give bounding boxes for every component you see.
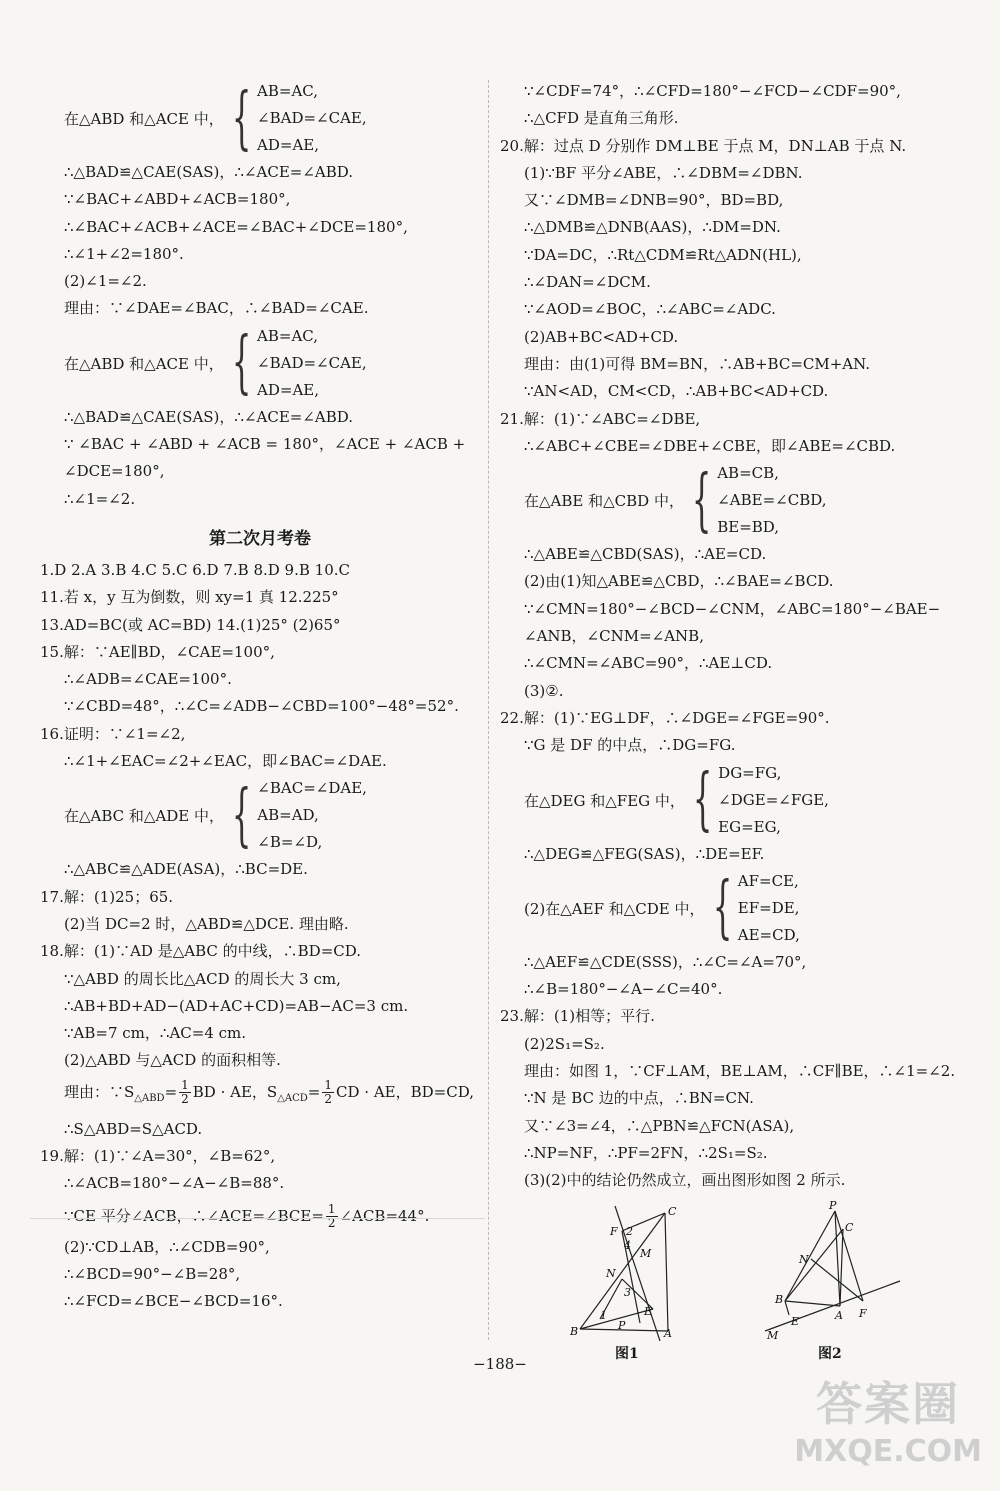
system-rows [738,868,800,949]
answer-line: (1)∵BF 平分∠ABE，∴∠DBM=∠DBN. [524,163,803,182]
answer-line: (2)AB+BC<AD+CD. [524,327,679,346]
system-label: 在△DEG 和△FEG 中， [524,791,685,810]
answer-line: ∴△AEF≌△CDE(SSS)，∴∠C=∠A=70°, [524,952,807,971]
answer-line: (2)当 DC=2 时，△ABD≌△DCE. 理由略. [64,914,349,933]
right-column [500,78,965,1361]
text-line: 理由：∵∠DAE=∠BAC，∴∠BAD=∠CAE. [64,299,369,318]
system-row: AB=AC, [257,326,318,345]
figure-1-label: N [606,1266,616,1280]
system-row: AB=CB, [717,464,779,483]
system-rows [718,760,829,841]
system-row: ∠ABE=∠CBD, [717,491,827,510]
system-row: DG=FG, [718,763,782,782]
system-rows [257,78,367,159]
answer-line: ∵∠AOD=∠BOC，∴∠ABC=∠ADC. [524,300,776,319]
answer-line: (3)(2)中的结论仍然成立，画出图形如图 2 所示. [524,1171,846,1190]
answer-line: ∴∠1+∠EAC=∠2+∠EAC，即∠BAC=∠DAE. [64,752,387,771]
answer-line: (2)△ABD 与△ACD 的面积相等. [64,1051,281,1070]
system-rows [257,775,367,856]
system-rows [717,460,826,541]
equation-system [40,323,480,404]
text-line: (2)∠1=∠2. [64,272,147,291]
figure-1-label: C [668,1204,677,1218]
text-segment: ∵CE 平分∠ACB，∴∠ACE=∠BCE= [64,1206,324,1225]
answer-line: 13.AD=BC(或 AC=BD) 14.(1)25° (2)65° [40,615,341,634]
system-label: (2)在△AEF 和△CDE 中， [524,899,705,918]
answer-line: ∴∠ADB=∠CAE=100°. [64,670,232,689]
figure-1-label: 1 [600,1308,607,1322]
answer-line: ∴∠ABC+∠CBE=∠DBE+∠CBE，即∠ABE=∠CBD. [524,436,896,455]
answer-line: ∴△ABE≌△CBD(SAS)，∴AE=CD. [524,545,767,564]
text-line: ∴∠BAC+∠ACB+∠ACE=∠BAC+∠DCE=180°, [64,217,408,236]
system-row: AB=AC, [257,82,318,100]
text-line: ∴∠1+∠2=180°. [64,244,184,263]
system-label: 在△ABD 和△ACE 中， [64,110,224,128]
figure-1-label: B [570,1324,579,1338]
system-row: EG=EG, [718,817,781,836]
figure-1-label: M [640,1246,652,1260]
section-heading: 第二次月考卷 [209,528,311,549]
answer-line: ∵N 是 BC 边的中点，∴BN=CN. [524,1089,754,1108]
figure-2-label: N [799,1252,809,1266]
fraction-numerator: 1 [181,1078,189,1093]
brace: { [231,78,252,158]
answer-line: ∠ANB，∠CNM=∠ANB, [524,627,704,646]
system-row: EF=DE, [737,898,800,917]
system-row: AD=AE, [257,380,319,399]
equation-system [500,760,965,841]
figure-1-label: E [644,1304,653,1318]
system-label: 在△ABD 和△ACE 中， [64,354,224,373]
brace: { [712,868,732,948]
fraction [179,1079,191,1106]
fraction-numerator: 1 [324,1078,333,1093]
figure-1-caption: 图1 [615,1345,639,1362]
watermark-url: MXQE.COM [794,1434,982,1469]
answer-line: ∵∠CDF=74°，∴∠CFD=180°−∠FCD−∠CDF=90°, [524,82,901,100]
answer-line-with-fraction: 理由：$\because S_{\triangle ABD}=$ $\frac{1}{2}$ BD · AE，$S_{\triangle ACD}=$ $\frac{1}{2}$ CD · AE，BD=CD, [64,1078,474,1107]
answer-line: 20.解：过点 D 分别作 DM⊥BE 于点 M，DN⊥AB 于点 N. [500,136,907,155]
brace: { [231,323,252,403]
system-row: AD=AE, [257,136,319,154]
text-line: ∵ ∠BAC + ∠ABD + ∠ACB = 180°，∠ACE + ∠ACB + [64,435,466,454]
figure-1-label: 2 [626,1224,633,1238]
figure-2-caption: 图2 [818,1345,842,1362]
answer-line: 21.解：(1)∵∠ABC=∠DBE, [500,409,701,428]
system-row: ∠BAD=∠CAE, [257,109,367,127]
figure-1-label: A [664,1326,672,1340]
answer-line: 18.解：(1)∵AD 是△ABC 的中线，∴BD=CD. [40,942,361,961]
subscript: △ABD [134,1092,165,1104]
answer-line: ∵∠CMN=180°−∠BCD−∠CNM，∠ABC=180°−∠BAE− [524,599,941,618]
text-segment: CD · AE，BD=CD, [336,1082,474,1101]
system-label: 在△ABC 和△ADE 中， [64,807,225,826]
answer-line: ∵DA=DC，∴Rt△CDM≌Rt△ADN(HL), [524,245,802,264]
fraction-denominator: 2 [327,1216,336,1231]
figure-1-diagram [560,1201,690,1341]
text-line: ∴△BAD≌△CAE(SAS)，∴∠ACE=∠ABD. [64,163,354,181]
answer-line: ∴∠FCD=∠BCE−∠BCD=16°. [64,1292,283,1311]
answer-line: ∴△DMB≌△DNB(AAS)，∴DM=DN. [524,218,781,237]
answer-line: ∵AN<AD，CM<CD，∴AB+BC<AD+CD. [524,382,829,401]
brace: { [231,775,252,855]
equation-system [40,78,480,159]
system-label: 在△ABE 和△CBD 中， [524,492,684,511]
equation-system [40,775,480,856]
equation-system [500,868,965,949]
fraction [322,1079,334,1106]
subscript: △ACD [277,1092,308,1104]
answer-line: ∴AB+BD+AD−(AD+AC+CD)=AB−AC=3 cm. [64,996,409,1015]
column-divider [488,80,489,1340]
fraction-denominator: 2 [324,1092,333,1107]
left-column [40,78,480,1316]
system-row: ∠DGE=∠FGE, [718,790,829,809]
fraction-numerator: 1 [327,1202,336,1217]
figures [500,1201,965,1361]
system-row: AF=CE, [737,871,799,890]
answer-line: ∴∠B=180°−∠A−∠C=40°. [524,980,723,999]
answer-line: ∵△ABD 的周长比△ACD 的周长大 3 cm, [64,969,341,988]
text-line: ∠DCE=180°, [64,462,165,481]
answer-line: (2)∵CD⊥AB，∴∠CDB=90°, [64,1237,270,1256]
figure-2-diagram [755,1201,905,1341]
answer-line: 22.解：(1)∵EG⊥DF，∴∠DGE=∠FGE=90°. [500,708,830,727]
equation-system [500,460,965,541]
figure-2-label: A [835,1308,843,1322]
figure-2-label: M [767,1328,779,1341]
answer-line: ∴∠ACB=180°−∠A−∠B=88°. [64,1174,285,1193]
answer-line: 19.解：(1)∵∠A=30°，∠B=62°, [40,1147,276,1166]
system-row: ∠BAD=∠CAE, [257,353,367,372]
answer-line: (2)2S₁=S₂. [524,1034,605,1053]
answer-line: 1.D 2.A 3.B 4.C 5.C 6.D 7.B 8.D 9.B 10.C [40,560,350,579]
text-segment: BD · AE，S [192,1082,278,1101]
answer-line: 17.解：(1)25；65. [40,887,174,906]
answer-line: 16.证明：∵∠1=∠2, [40,724,186,743]
answer-line: ∴△ABC≌△ADE(ASA)，∴BC=DE. [64,860,308,879]
answer-line: ∴△CFD 是直角三角形. [524,109,679,128]
fraction [326,1203,338,1230]
watermark [794,1368,982,1469]
answer-line: ∴△DEG≌△FEG(SAS)，∴DE=EF. [524,844,765,863]
answer-line: (2)由(1)知△ABE≌△CBD，∴∠BAE=∠BCD. [524,572,834,591]
fraction-denominator: 2 [181,1092,189,1107]
answer-line: 23.解：(1)相等；平行. [500,1007,655,1026]
answer-line: 又∵∠3=∠4，∴△PBN≌△FCN(ASA), [524,1116,795,1135]
figure-2-label: F [859,1306,867,1320]
answer-line: 理由：由(1)可得 BM=BN，∴AB+BC=CM+AN. [524,354,871,373]
figure-2-label: B [775,1292,784,1306]
figure-1-label: F [610,1224,618,1238]
system-row: ∠B=∠D, [257,833,323,852]
answer-line: 11.若 x，y 互为倒数，则 xy=1 真 12.225° [40,588,339,607]
answer-line: ∴NP=NF，∴PF=2FN，∴2S₁=S₂. [524,1143,768,1162]
page-number: −188− [473,1355,527,1373]
figure-2-label: E [791,1314,800,1328]
answer-line: ∵G 是 DF 的中点，∴DG=FG. [524,736,736,755]
answer-line: (3)②. [524,681,564,700]
answer-line-with-fraction [40,1198,480,1234]
brace: { [691,460,712,540]
system-row: ∠BAC=∠DAE, [257,779,367,798]
system-row: AE=CD, [737,925,800,944]
answer-line: 理由：如图 1，∵CF⊥AM，BE⊥AM，∴CF∥BE，∴∠1=∠2. [524,1062,956,1081]
watermark-title: 答案圈 [816,1377,961,1431]
system-row: AB=AD, [257,806,319,825]
answer-line: 15.解：∵AE∥BD，∠CAE=100°, [40,642,275,661]
answer-line: ∴∠CMN=∠ABC=90°，∴AE⊥CD. [524,654,773,673]
text-segment: ∠ACB=44°. [339,1206,430,1225]
answer-line: ∵∠CBD=48°，∴∠C=∠ADB−∠CBD=100°−48°=52°. [64,697,459,716]
answer-line: ∵AB=7 cm，∴AC=4 cm. [64,1024,247,1043]
answer-line: 又∵∠DMB=∠DNB=90°，BD=BD, [524,191,784,210]
figure-1-label: P [618,1318,626,1332]
answer-line: ∴S△ABD=S△ACD. [64,1119,203,1138]
answer-line: ∴∠BCD=90°−∠B=28°, [64,1264,241,1283]
text-line: ∴∠1=∠2. [64,489,136,508]
system-rows [257,323,367,404]
answer-line: ∴∠DAN=∠DCM. [524,273,651,292]
text-line: ∵∠BAC+∠ABD+∠ACB=180°, [64,190,291,209]
figure-2-label: P [829,1200,837,1212]
system-row: BE=BD, [717,518,780,537]
figure-1-label: 3 [624,1285,631,1299]
figure-1-label: 4 [624,1238,631,1252]
text-line: ∴△BAD≌△CAE(SAS)，∴∠ACE=∠ABD. [64,407,354,426]
brace: { [692,760,713,840]
figure-2-label: C [845,1220,854,1234]
text-segment: 理由：∵S [64,1082,135,1101]
text-segment: = [164,1082,178,1101]
scan-line [30,1218,485,1219]
